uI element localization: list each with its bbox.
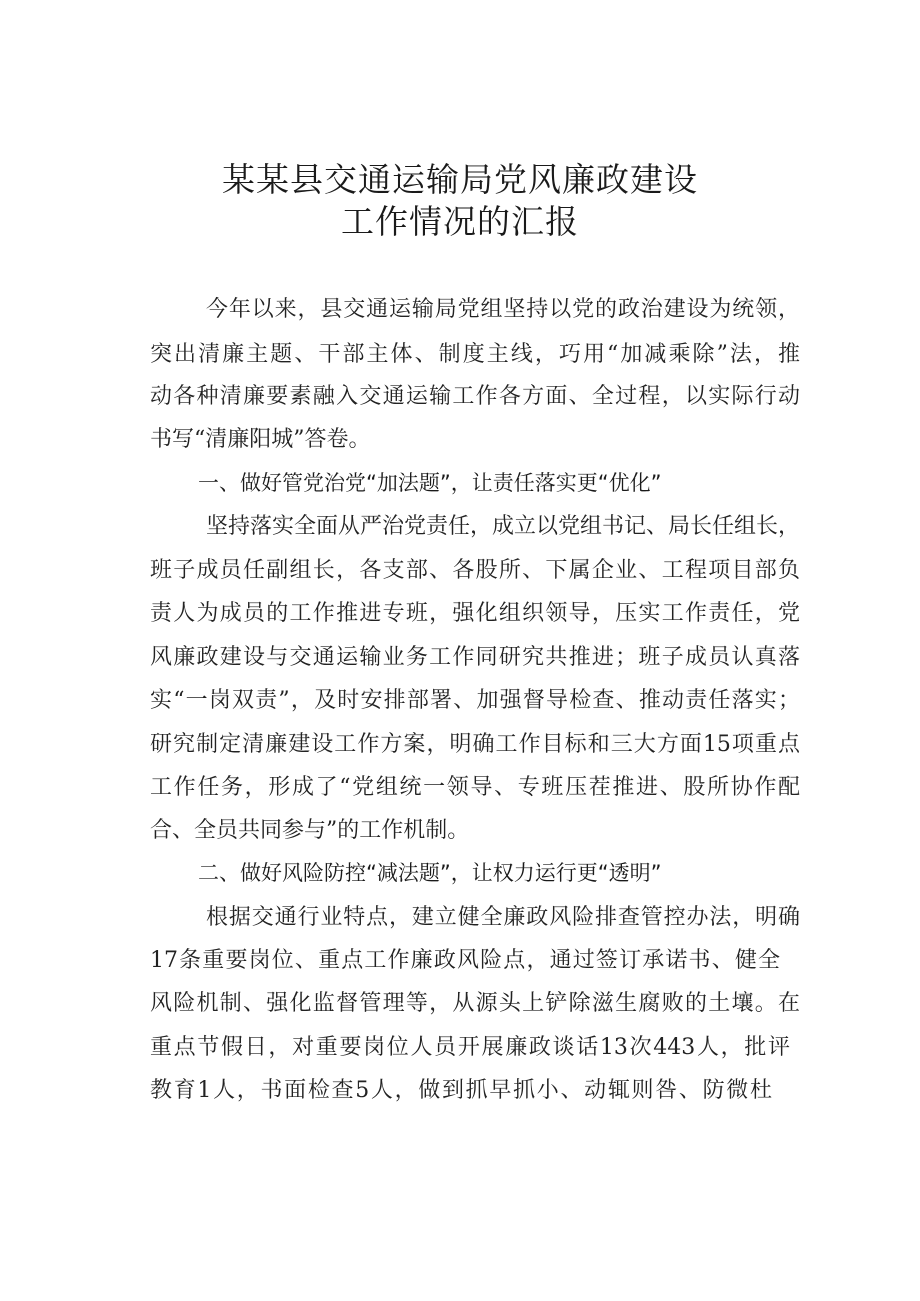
section-2-line: 风险机制、强化监督管理等，从源头上铲除滋生腐败的土壤。在 [150,991,800,1016]
section-1-line: 工作任务，形成了“党组统一领导、专班压茬推进、股所协作配 [150,775,800,800]
document-title-line-2: 工作情况的汇报 [341,202,579,241]
section-1-line: 合、全员共同参与”的工作机制。 [150,818,470,843]
intro-line: 突出清廉主题、干部主体、制度主线，巧用“加减乘除”法，推 [150,342,800,367]
section-1-line: 风廉政建设与交通运输业务工作同研究共推进；班子成员认真落 [150,645,800,670]
section-1-heading: 一、做好管党治党“加法题”，让责任落实更“优化” [198,471,662,495]
section-2-line: 重点节假日，对重要岗位人员开展廉政谈话13次443人，批评 [150,1035,790,1060]
section-2-line: 17条重要岗位、重点工作廉政风险点，通过签订承诺书、健全 [150,948,780,973]
section-1-line: 班子成员任副组长，各支部、各股所、下属企业、工程项目部负 [150,558,800,583]
intro-line: 书写“清廉阳城”答卷。 [150,427,371,452]
section-1-line: 责人为成员的工作推进专班，强化组织领导，压实工作责任，党 [150,601,800,626]
section-1-line: 实“一岗双责”，及时安排部署、加强督导检查、推动责任落实； [150,688,800,713]
intro-line: 今年以来，县交通运输局党组坚持以党的政治建设为统领， [206,297,800,322]
intro-line: 动各种清廉要素融入交通运输工作各方面、全过程，以实际行动 [150,384,800,409]
section-1-line: 坚持落实全面从严治党责任，成立以党组书记、局长任组长， [206,514,801,539]
section-2-line: 根据交通行业特点，建立健全廉政风险排查管控办法，明确 [206,905,800,930]
section-2-heading: 二、做好风险防控“减法题”，让权力运行更“透明” [198,861,662,885]
document-title-line-1: 某某县交通运输局党风廉政建设 [222,160,698,199]
section-1-line: 研究制定清廉建设工作方案，明确工作目标和三大方面15项重点 [150,732,800,757]
section-2-line: 教育1人，书面检查5人，做到抓早抓小、动辄则咎、防微杜 [150,1078,772,1103]
